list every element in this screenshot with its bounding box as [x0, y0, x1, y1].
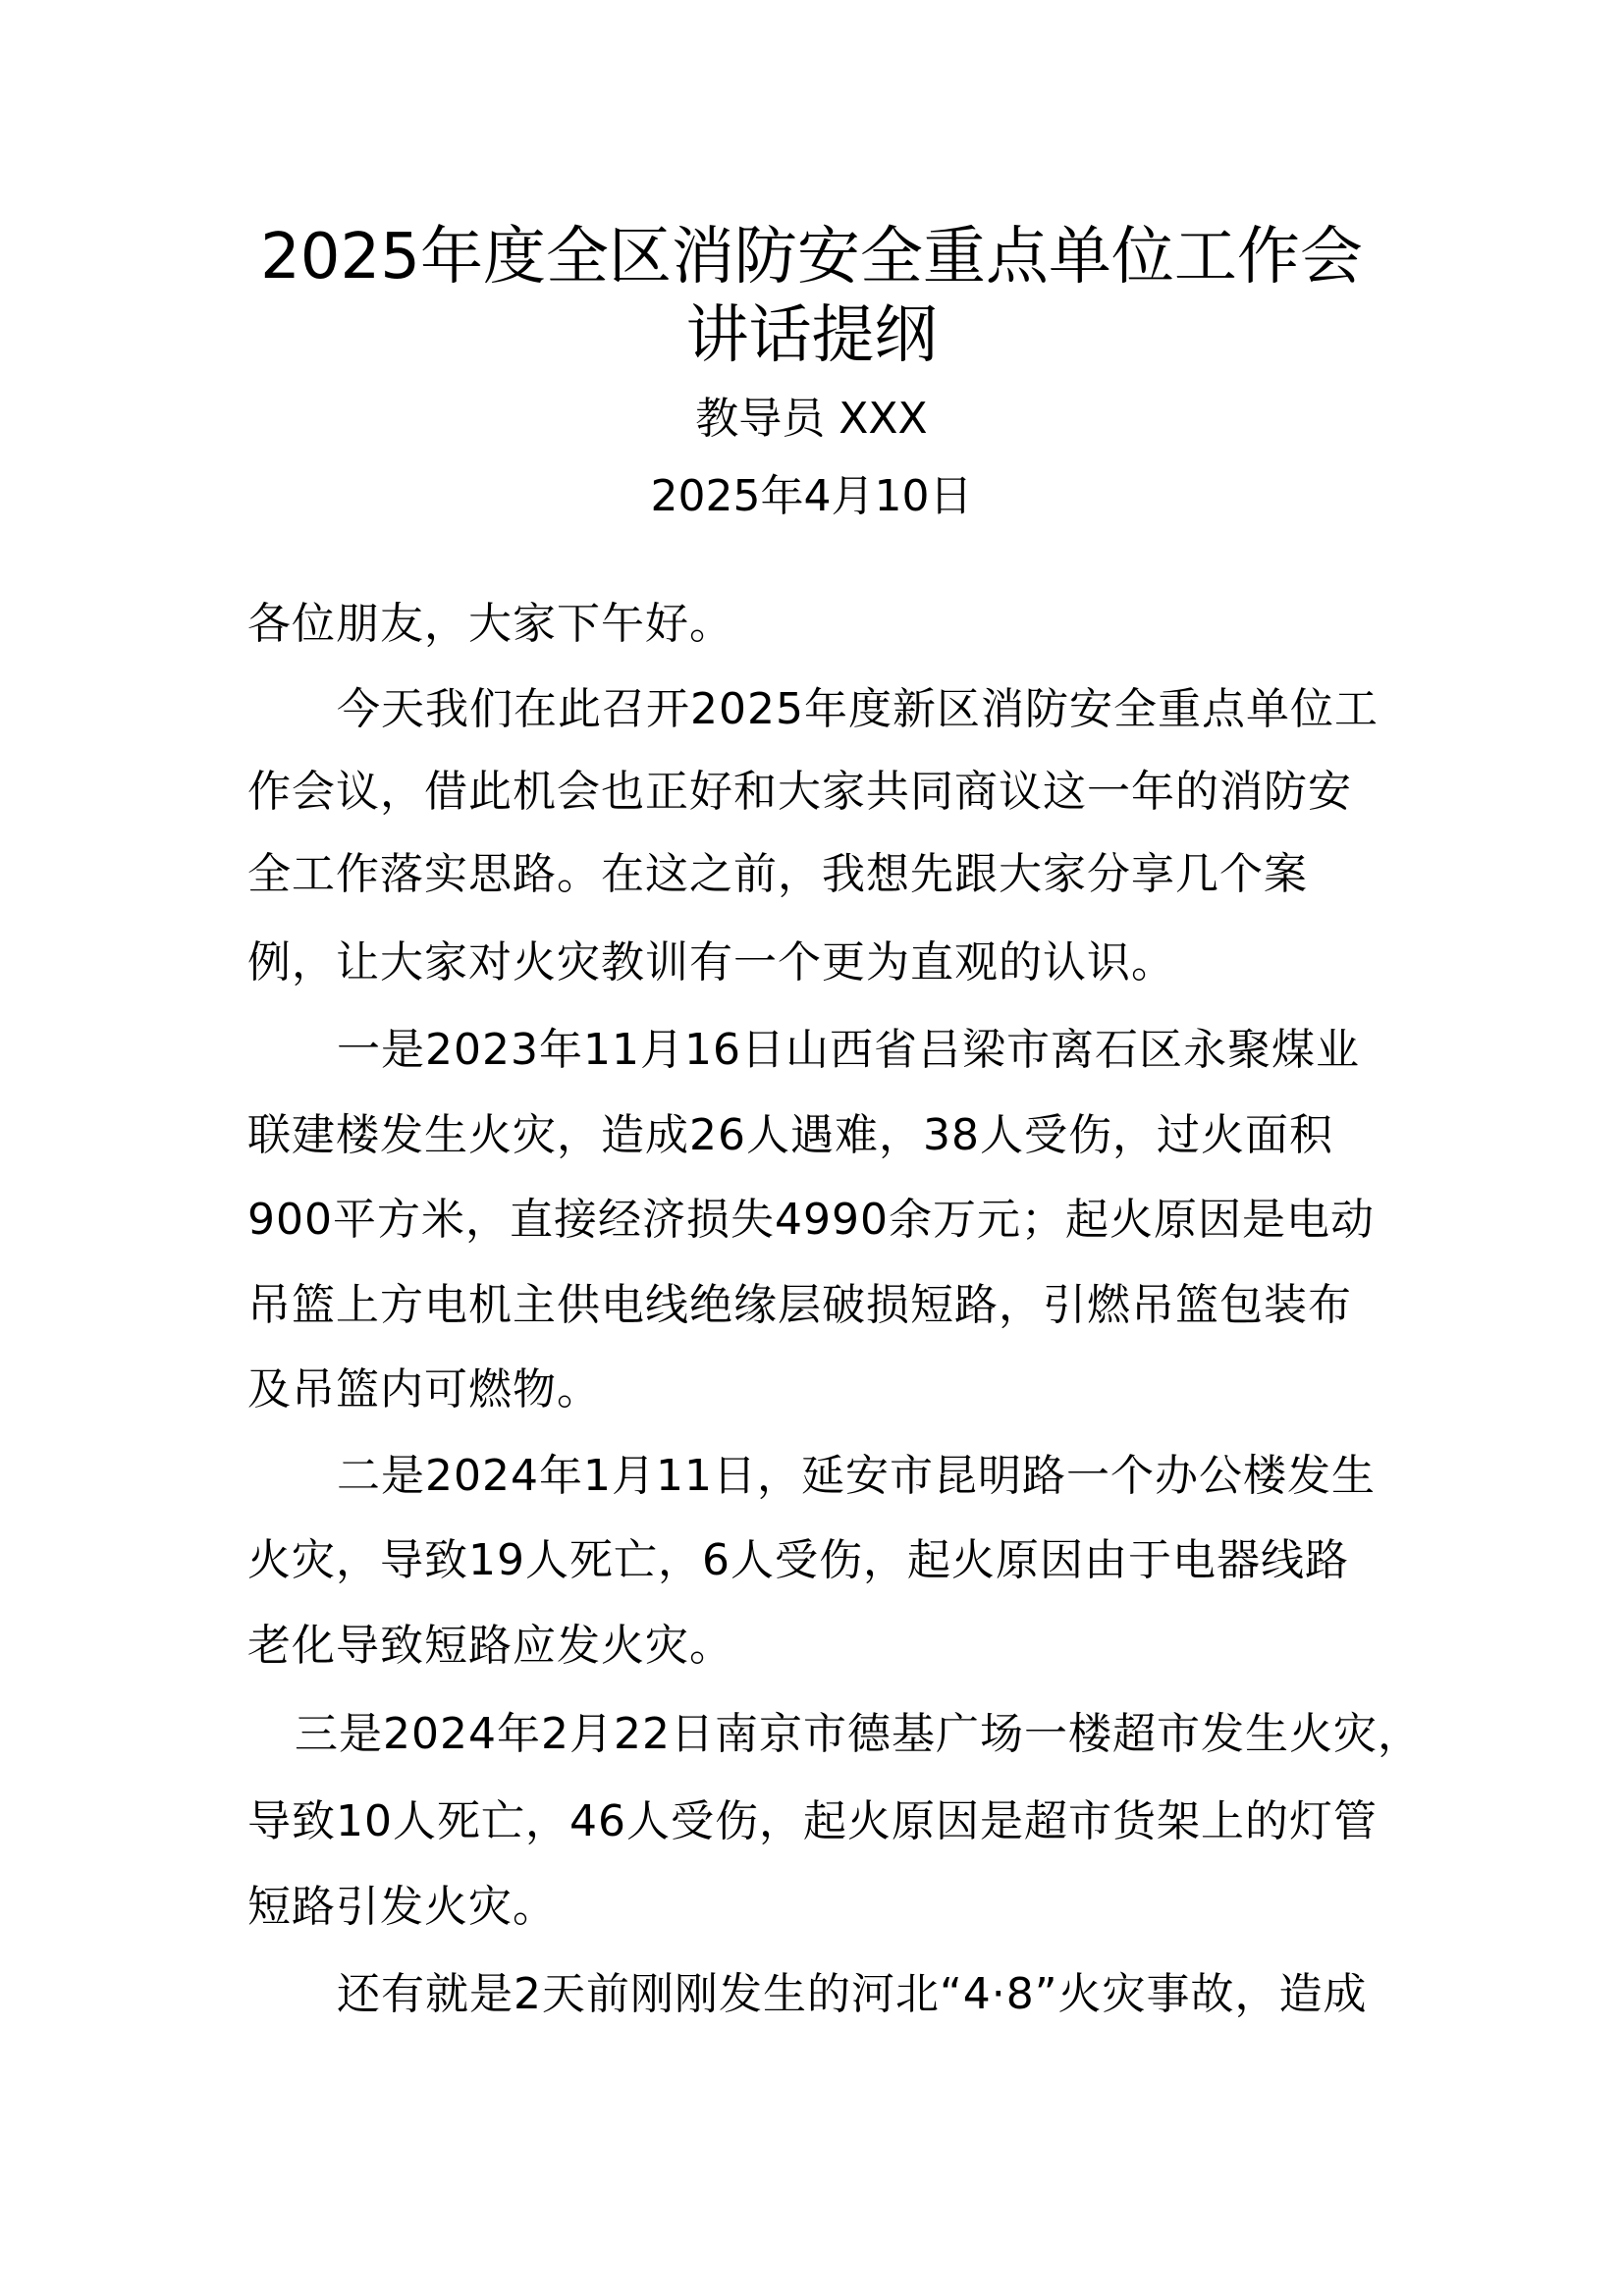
body-line: 二是2024年1月11日，延安市昆明路一个办公楼发生 — [337, 1451, 1376, 1501]
title-line-2: 讲话提纲 — [685, 299, 938, 372]
body-line: 作会议，借此机会也正好和大家共同商议这一年的消防安 — [247, 767, 1352, 817]
body-line: 联建楼发生火灾，造成26人遇难，38人受伤，过火面积 — [247, 1110, 1333, 1160]
author: 教导员 XXX — [695, 394, 928, 444]
body-line: 900平方米，直接经济损失4990余万元；起火原因是电动 — [247, 1195, 1375, 1245]
body-line: 各位朋友，大家下午好。 — [247, 599, 733, 649]
body-line: 老化导致短路应发火灾。 — [247, 1621, 733, 1671]
body-line: 今天我们在此召开2025年度新区消防安全重点单位工 — [337, 684, 1379, 734]
body-line: 导致10人死亡，46人受伤，起火原因是超市货架上的灯管 — [247, 1796, 1378, 1846]
date: 2025年4月10日 — [650, 471, 973, 521]
body-line: 一是2023年11月16日山西省吕梁市离石区永聚煤业 — [337, 1025, 1360, 1075]
body-line: 全工作落实思路。在这之前，我想先跟大家分享几个案 — [247, 849, 1308, 899]
body-line: 三是2024年2月22日南京市德基广场一楼超市发生火灾， — [295, 1709, 1422, 1759]
body-line: 及吊篮内可燃物。 — [247, 1364, 601, 1415]
body-line: 还有就是2天前刚刚发生的河北“4·8”火灾事故，造成 — [337, 1969, 1368, 2019]
body-line: 短路引发火灾。 — [247, 1882, 557, 1932]
title-line-1: 2025年度全区消防安全重点单位工作会 — [260, 221, 1363, 294]
body-line: 例，让大家对火灾教训有一个更为直观的认识。 — [247, 937, 1175, 988]
body-line: 火灾，导致19人死亡，6人受伤，起火原因由于电器线路 — [247, 1535, 1349, 1585]
body-line: 吊篮上方电机主供电线绝缘层破损短路，引燃吊篮包装布 — [247, 1280, 1352, 1330]
